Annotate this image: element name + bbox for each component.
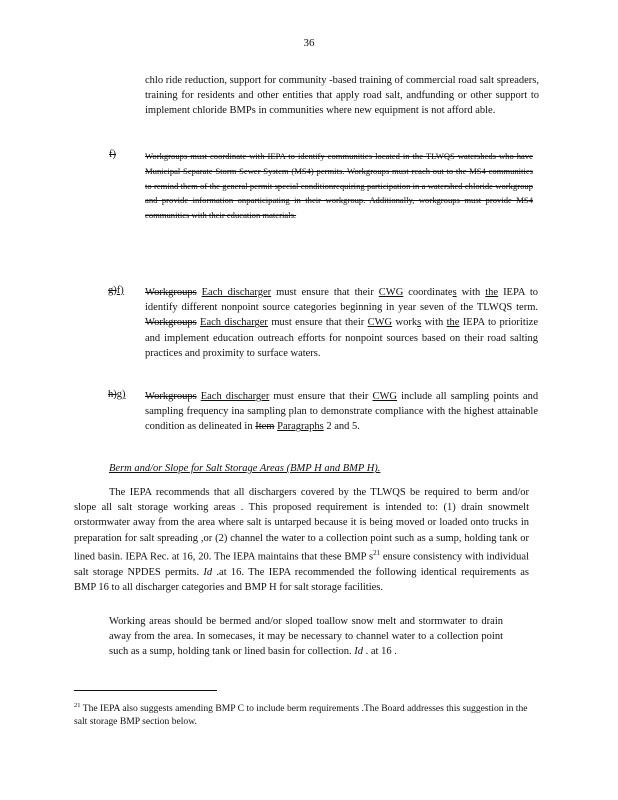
item-h-text-3: 2 and 5.	[326, 421, 360, 433]
item-h-struck-1: Workgroups	[145, 391, 197, 402]
item-f-old-label: f)	[109, 149, 116, 160]
footnote	[74, 699, 529, 728]
item-g-text-8: IEPA to prioritize and implement education outreach efforts for nonpoint sources based on their road salting practices and proximity to surface waters.	[145, 317, 538, 359]
item-h-label-new: g)	[116, 389, 126, 400]
continuation-paragraph: chlo ride reduction, support for community -based training of commercial road salt spreaders, training for residents and other entities that apply road salt, andfunding or other support to implement chloride BMPs in communities where new equipment is not afford able.	[145, 75, 539, 117]
item-g-label	[108, 285, 124, 296]
item-h-text-2: include all sampling points and sampling frequency ina sampling plan to demonstrate compliance with the highest attainable condition as delineated in	[145, 391, 539, 433]
para-1-text-b: ensure consistency with individual salt storage NPDES permits.	[74, 551, 530, 578]
item-f-old-text: Workgroups must coordinate with IEPA to identify communities located in the TLWQS watersheds who have Municipal Separate Storm Sewer System (MS4) permits. Workgroups must reach out to the MS4 communities to remind them of the general permit special conditionrequiring participation in a watershed chloride workgroup and provide information onparticipating in their workgroup. Additionally, workgroups must provide MS4 communities with their education materials.	[145, 151, 533, 221]
para-1-text-c: .at 16. The IEPA recommended the following identical requirements as BMP 16 to all discharger categories and BMP H for salt storage facilities.	[74, 566, 530, 593]
block-quote-cite-rest: . at 16 .	[363, 646, 397, 658]
item-g-struck-2: Workgroups	[145, 317, 197, 329]
block-quote-cite-id: Id	[354, 646, 363, 658]
item-g-insert-5: Each discharger	[200, 317, 268, 329]
item-h-text-1: must ensure that their	[273, 391, 369, 402]
item-g-insert-3: s	[452, 287, 457, 298]
item-g-struck-1: Workgroups	[145, 287, 197, 298]
recommendation-paragraph	[74, 485, 529, 595]
footnote-marker: 21	[74, 702, 81, 709]
item-g-label-new: f)	[116, 285, 124, 296]
item-g-insert-2: CWG	[378, 287, 404, 298]
para-1-cite-id: Id	[203, 566, 213, 578]
item-h-insert-3: Paragraphs	[277, 421, 324, 433]
item-g-insert-8: the	[446, 317, 460, 329]
item-h-label-struck: h)	[108, 389, 117, 400]
item-g-text-2: coordinate	[408, 287, 453, 298]
page-number: 36	[303, 37, 315, 49]
item-g-text-3: with	[461, 287, 481, 298]
item-g-text-1: must ensure that their	[276, 287, 374, 298]
item-h-text	[145, 389, 538, 435]
item-h-label	[108, 389, 126, 400]
item-g-insert-6: CWG	[367, 317, 393, 329]
item-h-insert-1: Each discharger	[200, 391, 270, 402]
block-quote-text: Working areas should be bermed and/or sloped toallow snow melt and stormwater to drain away from the area. In somecases, it may be necessary to channel water to a collection point such as a sump, holding tank or lined basin for collection.	[109, 616, 503, 658]
item-h-insert-2: CWG	[372, 391, 397, 402]
block-quote	[109, 614, 503, 660]
item-g-text-7: with	[424, 317, 444, 329]
footnote-divider	[74, 690, 217, 691]
item-g-text-4: IEPA to identify different nonpoint source categories beginning in year seven of the TLWQS term.	[145, 287, 538, 314]
footnote-text: The IEPA also suggests amending BMP C to include berm requirements .The Board addresses this suggestion in the salt storage BMP section below.	[74, 703, 528, 728]
footnote-ref: 21	[373, 548, 381, 557]
section-heading: Berm and/or Slope for Salt Storage Areas (BMP H and BMP H).	[109, 463, 381, 474]
item-g-text	[145, 285, 538, 361]
item-g-text-6: work	[395, 317, 418, 329]
item-g-text-5: must ensure that their	[271, 317, 365, 329]
item-g-label-struck: g)	[108, 285, 117, 296]
item-g-insert-7: s	[417, 317, 422, 329]
para-1-text-a: The IEPA recommends that all dischargers covered by the TLWQS be required to berm and/or slope all salt storage working areas . This proposed requirement is intended to: (1) drain snowmelt orstormwater away from the area where salt is untarped because it is being moved or loaded onto trucks in preparation for salt spreading ,or (2) channel the water to a collection point such as a sump, holding tank or lined basin. IEPA Rec. at 16, 20. The IEPA maintains that these BMP s	[74, 487, 529, 563]
item-g-insert-1: Each discharger	[201, 287, 272, 298]
item-g-insert-4: the	[485, 287, 499, 298]
item-h-struck-2: Item	[255, 421, 275, 433]
